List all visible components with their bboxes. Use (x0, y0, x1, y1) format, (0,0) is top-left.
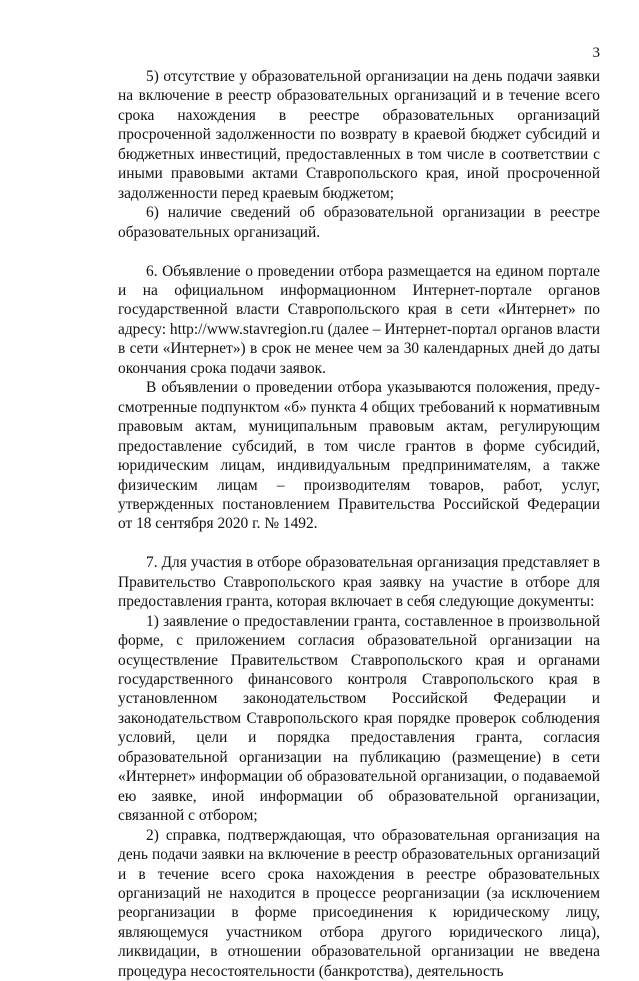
paragraph-item-5: 5) отсутствие у образовательной организации на день подачи заявки на включение в реестр образовательных организаций и в течение всего срока нахождения в реестре образовательных организаций просроченной задолженности по возврату в краевой бюджет субсидий и бюджетных инвестиций, предоставленных в том числе в соответствии с иными правовыми актами Ставропольского края, иной просроченной задолженности перед краевым бюджетом; (118, 68, 600, 202)
paragraph-gap (118, 534, 600, 553)
paragraph-gap (118, 242, 600, 261)
paragraph-document-1: 1) заявление о предоставлении гранта, составленное в произвольной форме, с приложением согласия образовательной организации на осуществление Правительством Ставропольского края и органами государственного финансового контроля Ставропольского края в установленном законодательством Российской Федерации и законодательством Ставропольского края порядке проверок соблюдения условий, цели и порядка предоставления гранта, согласия образовательной организации на публикацию (размещение) в сети «Интернет» информации об образовательной организации, о подаваемой ею заявке, иной информации об образовательной организации, связанной с отбором; (118, 612, 600, 825)
page-number: 3 (592, 45, 600, 61)
paragraph-item-6: 6) наличие сведений об образовательной организации в реестре образовательных организаций. (118, 204, 600, 241)
paragraph-document-2: 2) справка, подтверждающая, что образовательная организация на день подачи заявки на включение в реестр образовательных организаций и в течение всего срока нахождения в реестре образовательных организаций не находится в процессе реорганизации (за исключением реорганизации в форме присоединения к юридическому лицу, являющемуся участником отбора другого юридического лица), ликвидации, в отношении образовательной организации не введена процедура несостоятельности (банкротства), деятельность (118, 826, 600, 980)
paragraph-announcement-contents: В объявлении о проведении отбора указываются положения, предусмотренные подпунктом «б» пункта 4 общих требований к нормативным правовым актам, муниципальным правовым актам, регулирующим предоставление субсидий, в том числе грантов в форме субсидий, юридическим лицам, индивидуальным предпринимателям, а также физическим лицам – производителям товаров, работ, услуг, утвержденных постановлением Правительства Российской Федерации от 18 сентября 2020 г. № 1492. (118, 379, 600, 533)
document-body (118, 67, 600, 981)
paragraph-section-6: 6. Объявление о проведении отбора размещается на едином портале и на официальном информационном Интернет-портале органов государственной власти Ставропольского края в сети «Интернет» по адресу: http://www.stavregion.ru (далее – Интернет-портал органов власти в сети «Интернет») в срок не менее чем за 30 календарных дней до даты окончания срока подачи заявок. (118, 262, 600, 377)
paragraph-section-7: 7. Для участия в отборе образовательная организация представляет в Правительство Ставропольского края заявку на участие в отборе для предоставления гранта, которая включает в себя следующие документы: (118, 554, 600, 611)
